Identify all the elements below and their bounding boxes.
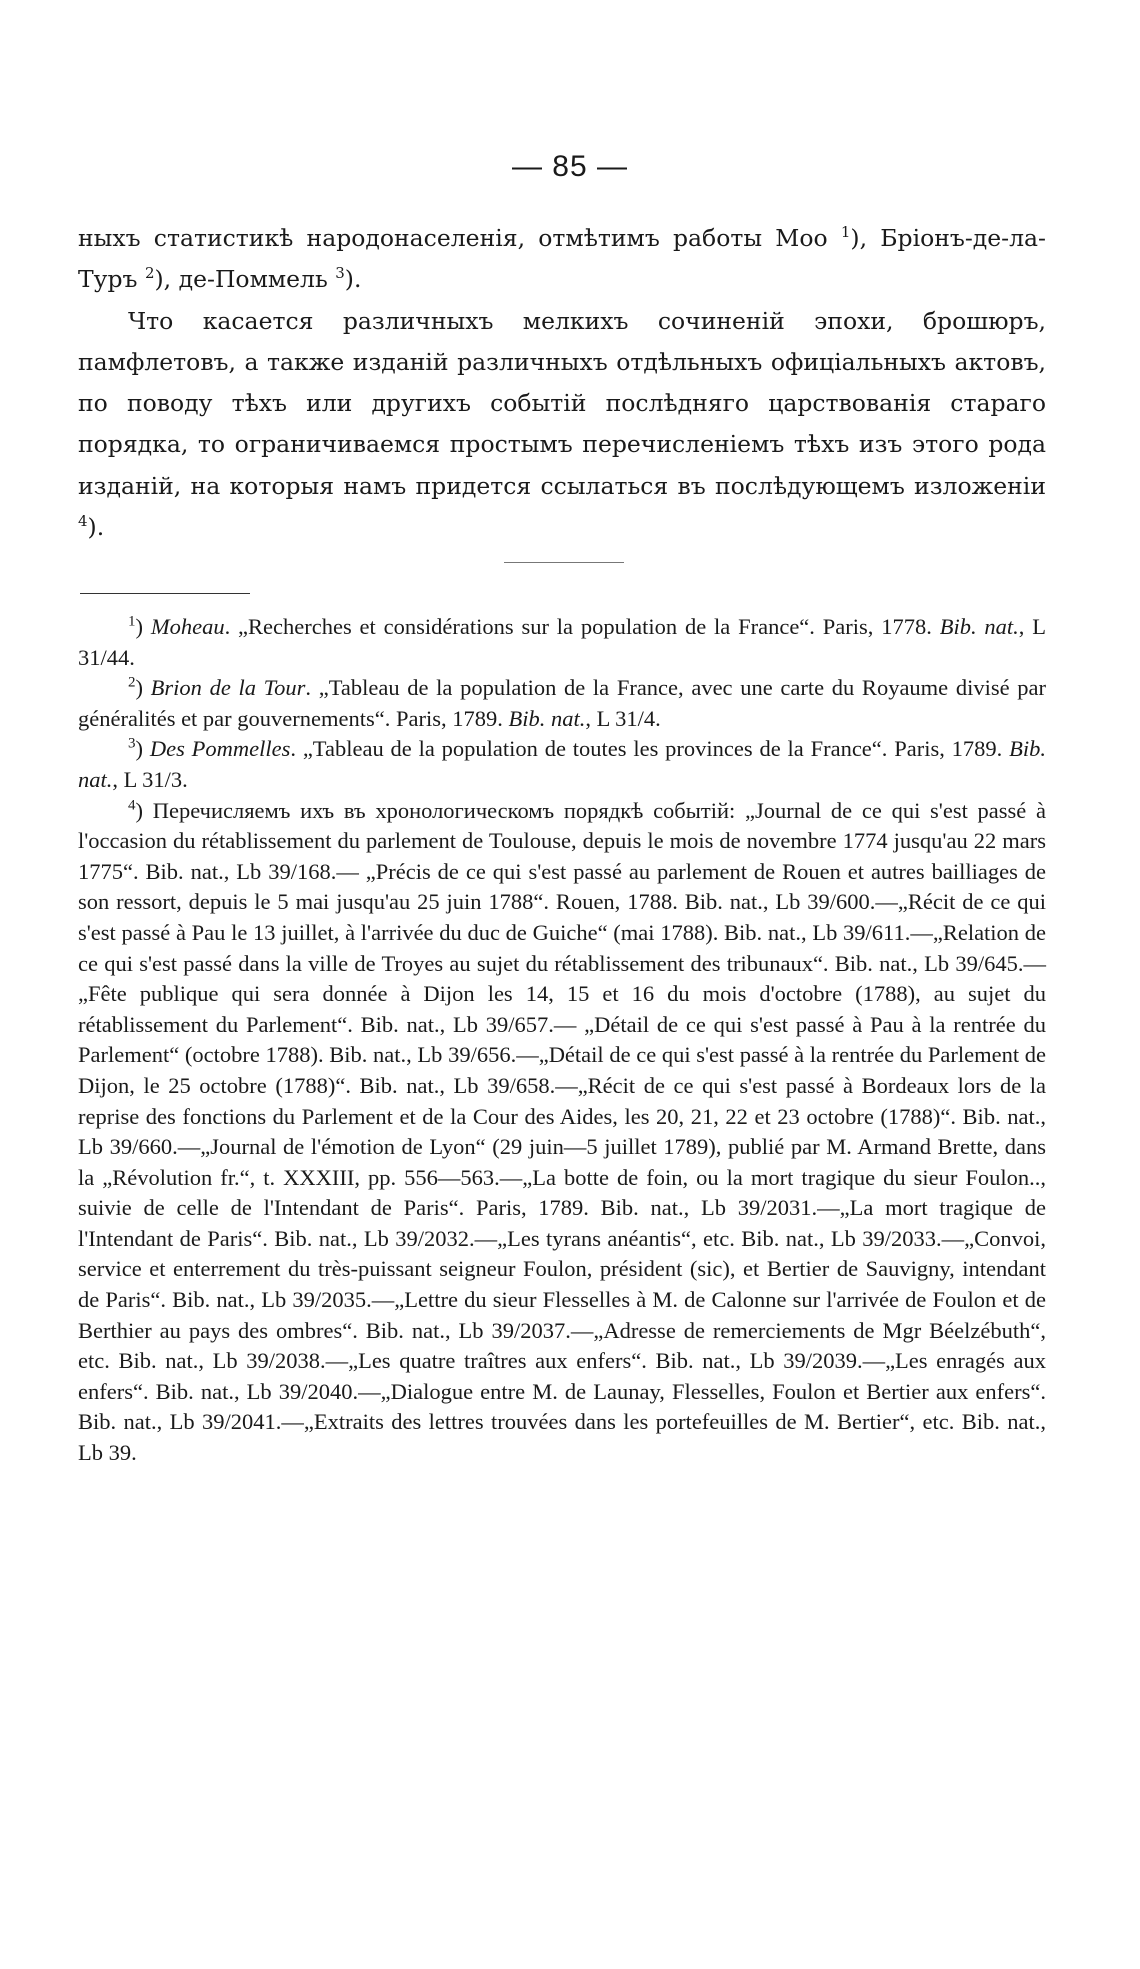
footnote-3-author: Des Pommelles [149, 736, 291, 762]
main-paragraph-2-end: ). [87, 513, 105, 542]
footnote-1: $^1$) Moheau. „Recherches et considérations sur la population de la France“. Paris, 1778. Bib. nat., L 31/44. [78, 613, 1047, 670]
footnote-3: $^3$) Des Pommelles. „Tableau de la population de toutes les provinces de la France“. Paris, 1789. Bib. nat., L 31/3. [78, 735, 1046, 792]
section-divider [504, 562, 624, 563]
footnote-4-intro: Перечисляемъ ихъ въ хронологическомъ порядкѣ событій: [152, 797, 745, 823]
main-paragraph-1-mid1: ), Бріонъ-де-ла-Туръ [78, 224, 1046, 294]
footnote-4-marker: 4 [128, 797, 136, 814]
footnote-ref-4: 4 [78, 512, 88, 531]
main-text [78, 218, 1046, 548]
footnote-2: $^2$) Brion de la Tour. „Tableau de la population de la France, avec une carte du Royaume divisé par généralités et par gouvernements“. Paris, 1789. Bib. nat., L 31/4. [78, 674, 1046, 731]
footnote-2-author: Brion de la Tour [150, 675, 306, 701]
footnote-1-text: . „Recherches et considérations sur la population de la France“. Paris, 1778. [224, 614, 940, 639]
footnote-1-author: Moheau [150, 614, 225, 639]
main-paragraph-1-text: ныхъ статистикѣ народонаселенія, отмѣтимъ работы Моо [78, 224, 841, 252]
page-number: — 85 — [511, 150, 629, 183]
footnote-4: $^4$) Перечисляемъ ихъ въ хронологическомъ порядкѣ событій: „Journal de ce qui s'est passé à l'occasion du rétablissement du parlement de Toulouse, depuis le mois de novembre 1774 jusqu'au 22 mars 1775“. Bib. nat., Lb 39/168.— „Précis de ce qui s'est passé au parlement de Rouen et autres bailliages de son ressort, depuis le 5 mai jusqu'au 25 juin 1788“. Rouen, 1788. Bib. nat., Lb 39/600.—„Récit de ce qui s'est passé à Pau le 13 juillet, à l'arrivée du duc de Guiche“ (mai 1788). Bib. nat., Lb 39/611.—„Relation de ce qui s'est passé dans la ville de Troyes au sujet du rétablissement des tribunaux“. Bib. nat., Lb 39/645.—„Fête publique qui sera donnée à Dijon les 14, 15 et 16 du mois d'octobre (1788), au sujet du rétablissement du Parlement“. Bib. nat., Lb 39/657.— „Détail de ce qui s'est passé à Pau à la rentrée du Parlement“ (octobre 1788). Bib. nat., Lb 39/656.—„Détail de ce qui s'est passé à la rentrée du Parlement de Dijon, le 25 octobre (1788)“. Bib. nat., Lb 39/658.—„Récit de ce qui s'est passé à Bordeaux lors de la reprise des fonctions du Parlement et de la Cour des Aides, les 20, 21, 22 et 23 octobre (1788)“. Bib. nat., Lb 39/660.—„Journal de l'émotion de Lyon“ (29 juin—5 juillet 1789), publié par M. Armand Brette, dans la „Révolution fr.“, t. XXXIII, pp. 556—563.—„La botte de foin, ou la mort tragique du sieur Foulon.., suivie de celle de l'Intendant de Paris“. Paris, 1789. Bib. nat., Lb 39/2031.—„La mort tragique de l'Intendant de Paris“. Bib. nat., Lb 39/2032.—„Les tyrans anéantis“, etc. Bib. nat., Lb 39/2033.—„Convoi, service et enterrement du très-puissant seigneur Foulon, président (sic), et Bertier de Sauvigny, intendant de Paris“. Bib. nat., Lb 39/2035.—„Lettre du sieur Flesselles à M. de Calonne sur l'arrivée de Foulon et de Berthier au pays des ombres“. Bib. nat., Lb 39/2037.—„Adresse de remerciements de Mgr Béelzébuth“, etc. Bib. nat., Lb 39/2038.—„Les quatre traîtres aux enfers“. Bib. nat., Lb 39/2039.—„Les enragés aux enfers“. Bib. nat., Lb 39/2040.—„Dialogue entre M. de Launay, Flesselles, Foulon et Bertier aux enfers“. Bib. nat., Lb 39/2041.—„Extraits des lettres trouvées dans les portefeuilles de M. Bertier“, etc. Bib. nat., Lb 39. [78, 797, 1046, 1466]
footnote-1-marker: 1 [128, 613, 136, 630]
footnote-2-text: . „Tableau de la population de la France, avec une carte du Royaume divisé par généralités et par gouvernements“. Paris, 1789. [78, 675, 1046, 731]
footnote-3-tail: , L 31/3. [112, 766, 188, 792]
footnote-ref-1: 1 [840, 223, 851, 242]
main-paragraph-1-mid2: ), де-Поммель [154, 265, 336, 294]
footnote-2-bib: Bib. nat. [508, 705, 586, 731]
footnote-4-text: „Journal de ce qui s'est passé à l'occasion du rétablissement du parlement de Toulouse, depuis le mois de novembre 1774 jusqu'au 22 mars 1775“. Bib. nat., Lb 39/168.— „Précis de ce qui s'est passé au parlement de Rouen et autres bailliages de son ressort, depuis le 5 mai jusqu'au 25 juin 1788“. Rouen, 1788. Bib. nat., Lb 39/600.—„Récit de ce qui s'est passé à Pau le 13 juillet, à l'arrivée du duc de Guiche“ (mai 1788). Bib. nat., Lb 39/611.—„Relation de ce qui s'est passé dans la ville de Troyes au sujet du rétablissement des tribunaux“. Bib. nat., Lb 39/645.—„Fête publique qui sera donnée à Dijon les 14, 15 et 16 du mois d'octobre (1788), au sujet du rétablissement du Parlement“. Bib. nat., Lb 39/657.— „Détail de ce qui s'est passé à Pau à la rentrée du Parlement“ (octobre 1788). Bib. nat., Lb 39/656.—„Détail de ce qui s'est passé à la rentrée du Parlement de Dijon, le 25 octobre (1788)“. Bib. nat., Lb 39/658.—„Récit de ce qui s'est passé à Bordeaux lors de la reprise des fonctions du Parlement et de la Cour des Aides, les 20, 21, 22 et 23 octobre (1788)“. Bib. nat., Lb 39/660.—„Journal de l'émotion de Lyon“ (29 juin—5 juillet 1789), publié par M. Armand Brette, dans la „Révolution fr.“, t. XXXIII, pp. 556—563.—„La botte de foin, ou la mort tragique du sieur Foulon.., suivie de celle de l'Intendant de Paris“. Paris, 1789. Bib. nat., Lb 39/2031.—„La mort tragique de l'Intendant de Paris“. Bib. nat., Lb 39/2032.—„Les tyrans anéantis“, etc. Bib. nat., Lb 39/2033.—„Convoi, service et enterrement du très-puissant seigneur Foulon, président (sic), et Bertier de Sauvigny, intendant de Paris“. Bib. nat., Lb 39/2035.—„Lettre du sieur Flesselles à M. de Calonne sur l'arrivée de Foulon et de Berthier au pays des ombres“. Bib. nat., Lb 39/2037.—„Adresse de remerciements de Mgr Béelzébuth“, etc. Bib. nat., Lb 39/2038.—„Les quatre traîtres aux enfers“. Bib. nat., Lb 39/2039.—„Les enragés aux enfers“. Bib. nat., Lb 39/2040.—„Dialogue entre M. de Launay, Flesselles, Foulon et Bertier aux enfers“. Bib. nat., Lb 39/2041.—„Extraits des lettres trouvées dans les portefeuilles de M. Bertier“, etc. Bib. nat., Lb 39. [78, 797, 1046, 1466]
footnotes [78, 612, 1046, 1469]
footnote-3-text: . „Tableau de la population de toutes les provinces de la France“. Paris, 1789. [290, 736, 1010, 762]
footnote-ref-3: 3 [335, 264, 345, 283]
footnote-3-bib: Bib. nat. [78, 736, 1046, 792]
main-paragraph-2 [78, 301, 1046, 549]
footnote-2-marker: 2 [128, 674, 136, 691]
footnote-3-marker: 3 [128, 735, 136, 752]
footnote-2-tail: , L 31/4. [585, 705, 661, 731]
main-paragraph-1 [78, 218, 1046, 301]
footnote-1-bib: Bib. nat. [939, 614, 1019, 639]
footnote-1-tail: , L 31/44. [78, 614, 1047, 670]
footnote-ref-2: 2 [144, 264, 155, 283]
footnote-divider [80, 593, 250, 594]
main-paragraph-1-end: ). [344, 265, 362, 294]
main-paragraph-2-text: Что касается различныхъ мелкихъ сочиненій эпохи, брошюръ, памфлетовъ, а также изданій различныхъ отдѣльныхъ офиціальныхъ актовъ, по поводу тѣхъ или другихъ событій послѣдняго царствованія стараго порядка, то ограничиваемся простымъ перечисленіемъ тѣхъ изъ этого рода изданій, на которыя намъ придется ссылаться въ послѣдующемъ изложеніи [78, 306, 1046, 500]
